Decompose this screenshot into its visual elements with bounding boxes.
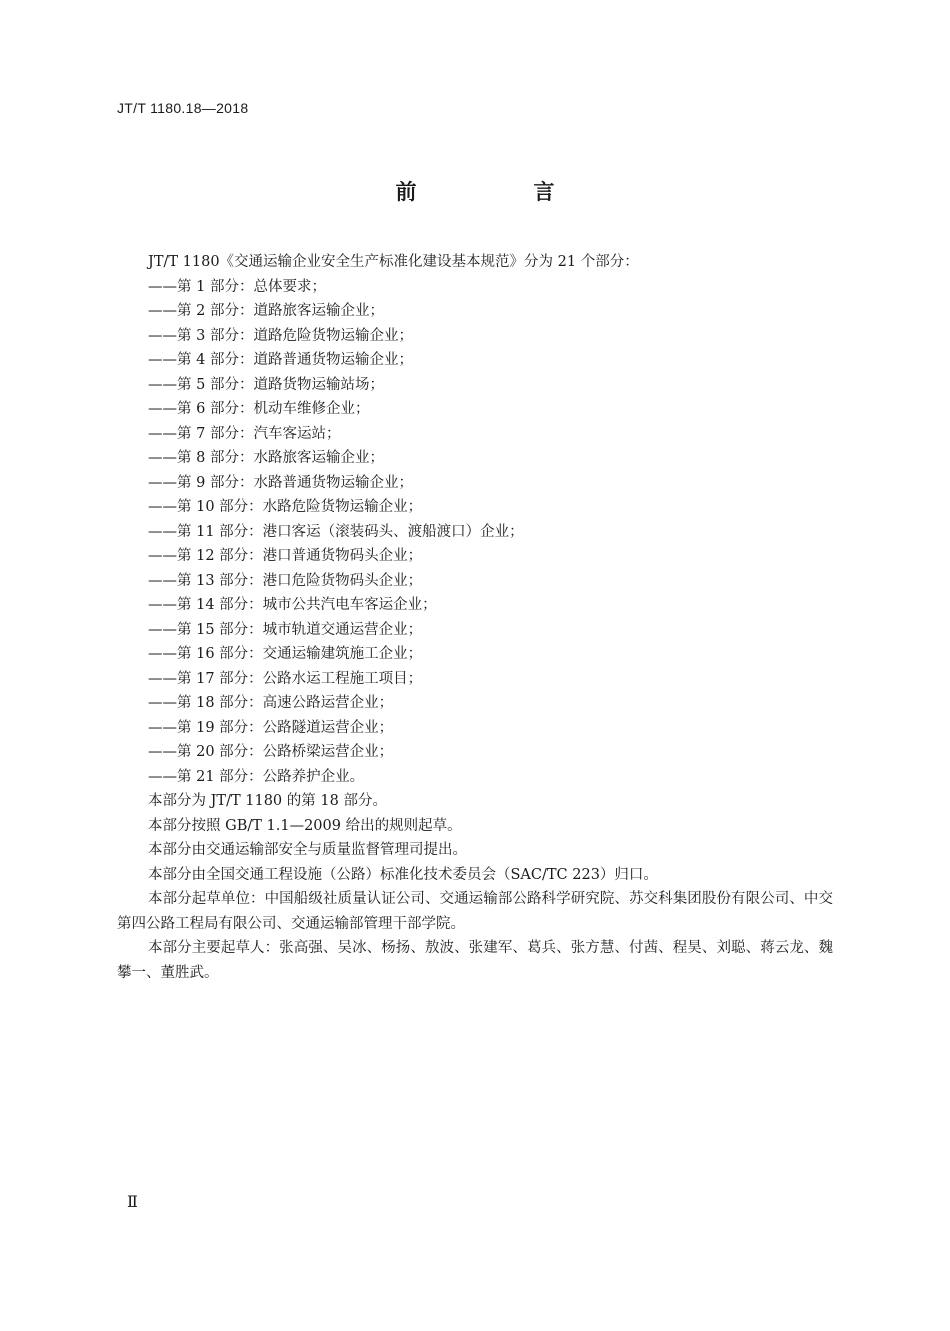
list-item: ——第 21 部分：公路养护企业。 [148, 768, 365, 785]
page-number: Ⅱ [127, 1192, 138, 1211]
list-item: ——第 19 部分：公路隧道运营企业； [148, 719, 394, 736]
list-item: ——第 10 部分：水路危险货物运输企业； [148, 499, 423, 515]
document-code: JT/T 1180.18—2018 [117, 100, 249, 116]
list-item: ——第 6 部分：机动车维修企业； [148, 401, 370, 417]
list-item: ——第 8 部分：水路旅客运输企业； [148, 450, 384, 466]
list-item: ——第 14 部分：城市公共汽电车客运企业； [148, 597, 437, 613]
foreword-body [117, 250, 833, 985]
drafting-units-paragraph: 本部分起草单位：中国船级社质量认证公司、交通运输部公路科学研究院、苏交科集团股份有限公司、中交第四公路工程局有限公司、交通运输部管理干部学院。 [117, 891, 833, 932]
list-item: ——第 20 部分：公路桥梁运营企业； [148, 744, 394, 760]
intro-paragraph: JT/T 1180《交通运输企业安全生产标准化建设基本规范》分为 21 个部分： [148, 254, 639, 270]
list-item: ——第 17 部分：公路水运工程施工项目； [148, 670, 423, 687]
list-item: ——第 5 部分：道路货物运输站场； [148, 376, 384, 393]
list-item: ——第 4 部分：道路普通货物运输企业； [148, 352, 413, 368]
list-item: ——第 12 部分：港口普通货物码头企业； [148, 548, 423, 564]
list-item: ——第 18 部分：高速公路运营企业； [148, 695, 394, 711]
list-item: ——第 3 部分：道路危险货物运输企业； [148, 327, 413, 344]
list-item: ——第 1 部分：总体要求； [148, 278, 326, 295]
statement-paragraph: 本部分为 JT/T 1180 的第 18 部分。 [148, 793, 387, 809]
list-item: ——第 2 部分：道路旅客运输企业； [148, 303, 384, 319]
list-item: ——第 11 部分：港口客运（滚装码头、渡船渡口）企业； [148, 523, 524, 540]
drafters-paragraph: 本部分主要起草人：张高强、吴冰、杨扬、敖波、张建军、葛兵、张方慧、付茜、程昊、刘聪、蒋云龙、魏攀一、董胜武。 [117, 940, 833, 981]
list-item: ——第 7 部分：汽车客运站； [148, 425, 341, 442]
parts-list [117, 275, 833, 790]
list-item: ——第 13 部分：港口危险货物码头企业； [148, 572, 423, 589]
statement-paragraph: 本部分按照 GB/T 1.1—2009 给出的规则起草。 [148, 817, 462, 834]
list-item: ——第 16 部分：交通运输建筑施工企业； [148, 646, 423, 662]
page-title: 前 言 [395, 180, 603, 204]
list-item: ——第 15 部分：城市轨道交通运营企业； [148, 621, 423, 638]
list-item: ——第 9 部分：水路普通货物运输企业； [148, 474, 413, 491]
statement-paragraph: 本部分由全国交通工程设施（公路）标准化技术委员会（SAC/TC 223）归口。 [148, 866, 658, 883]
statement-paragraph: 本部分由交通运输部安全与质量监督管理司提出。 [148, 842, 467, 858]
